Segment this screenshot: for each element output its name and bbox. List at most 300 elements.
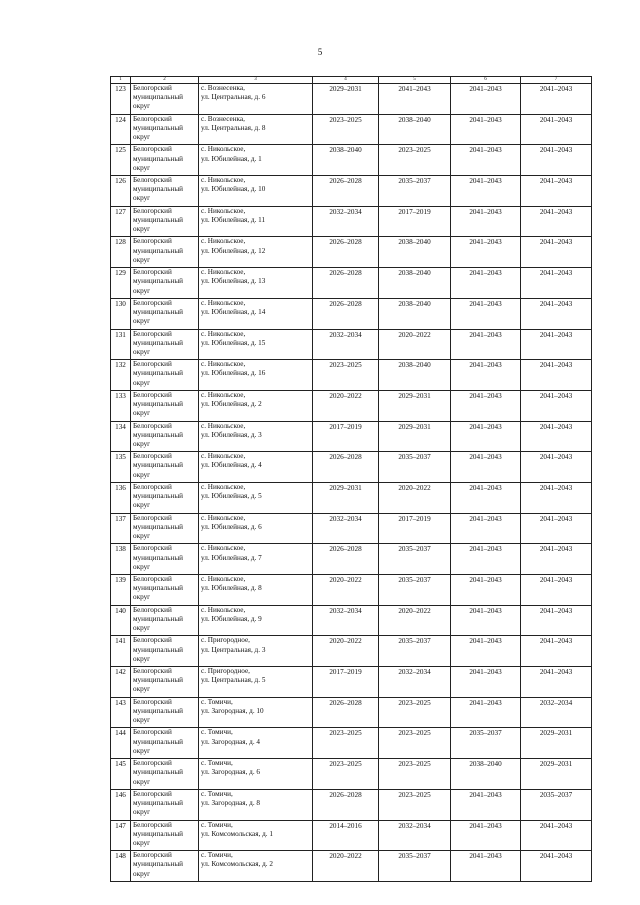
cell-text-line: округ bbox=[133, 347, 151, 356]
cell-text-line: ул. Юбилейная, д. 10 bbox=[201, 185, 266, 194]
municipal-district-cell bbox=[131, 206, 199, 237]
period-col-6-cell: 2041–2043 bbox=[451, 329, 521, 360]
period-col-5-cell: 2035–2037 bbox=[379, 544, 451, 575]
period-col-4-cell: 2032–2034 bbox=[313, 206, 379, 237]
repair-schedule-table bbox=[110, 76, 592, 882]
cell-text-line: округ bbox=[133, 470, 151, 479]
cell-text-line: муниципальный bbox=[133, 369, 184, 378]
period-col-5-cell: 2020–2022 bbox=[379, 605, 451, 636]
period-col-6-cell: 2041–2043 bbox=[451, 360, 521, 391]
table-row bbox=[111, 851, 592, 882]
cell-text-line: с. Никольское, bbox=[201, 544, 246, 553]
period-col-6-cell: 2041–2043 bbox=[451, 206, 521, 237]
period-col-6-cell: 2041–2043 bbox=[451, 176, 521, 207]
address-cell bbox=[199, 789, 313, 820]
table-row bbox=[111, 667, 592, 698]
cell-text-line: ул. Юбилейная, д. 9 bbox=[201, 614, 262, 623]
period-col-4-cell: 2020–2022 bbox=[313, 575, 379, 606]
period-col-6-cell: 2041–2043 bbox=[451, 268, 521, 299]
cell-text-line: с. Пригородное, bbox=[201, 667, 250, 676]
municipal-district-cell bbox=[131, 820, 199, 851]
address-cell bbox=[199, 605, 313, 636]
period-col-4-cell: 2023–2025 bbox=[313, 759, 379, 790]
cell-text-line: муниципальный bbox=[133, 215, 184, 224]
cell-text-line: муниципальный bbox=[133, 123, 184, 132]
period-col-7-cell: 2041–2043 bbox=[521, 421, 592, 452]
cell-text-line: муниципальный bbox=[133, 645, 184, 654]
cell-text-line: Белогорский bbox=[133, 84, 172, 92]
period-col-6-cell: 2041–2043 bbox=[451, 390, 521, 421]
table-row bbox=[111, 421, 592, 452]
cell-text-line: муниципальный bbox=[133, 584, 184, 593]
period-col-6-cell: 2041–2043 bbox=[451, 513, 521, 544]
municipal-district-cell bbox=[131, 636, 199, 667]
cell-text-line: округ bbox=[133, 225, 151, 234]
period-col-4-cell: 2020–2022 bbox=[313, 636, 379, 667]
period-col-4-cell: 2014–2016 bbox=[313, 820, 379, 851]
period-col-6-cell: 2041–2043 bbox=[451, 820, 521, 851]
row-number-cell: 129 bbox=[111, 268, 131, 299]
municipal-district-cell bbox=[131, 728, 199, 759]
municipal-district-cell bbox=[131, 513, 199, 544]
period-col-5-cell: 2035–2037 bbox=[379, 636, 451, 667]
cell-text-line: Белогорский bbox=[133, 544, 172, 553]
cell-text-line: с. Томичи, bbox=[201, 759, 233, 768]
period-col-7-cell: 2029–2031 bbox=[521, 728, 592, 759]
cell-text-line: муниципальный bbox=[133, 308, 184, 317]
cell-text-line: округ bbox=[133, 102, 151, 111]
table-row bbox=[111, 728, 592, 759]
cell-text-line: с. Никольское, bbox=[201, 268, 246, 277]
period-col-4-cell: 2026–2028 bbox=[313, 789, 379, 820]
period-col-7-cell: 2041–2043 bbox=[521, 360, 592, 391]
cell-text-line: округ bbox=[133, 685, 151, 694]
table-row bbox=[111, 145, 592, 176]
address-cell bbox=[199, 145, 313, 176]
period-col-4-cell: 2023–2025 bbox=[313, 728, 379, 759]
table-row bbox=[111, 360, 592, 391]
cell-text-line: с. Никольское, bbox=[201, 237, 246, 246]
cell-text-line: округ bbox=[133, 562, 151, 571]
cell-text-line: ул. Юбилейная, д. 13 bbox=[201, 277, 266, 286]
table-row bbox=[111, 789, 592, 820]
municipal-district-cell bbox=[131, 114, 199, 145]
row-number-cell: 136 bbox=[111, 482, 131, 513]
cell-text-line: с. Никольское, bbox=[201, 452, 246, 461]
row-number-cell: 139 bbox=[111, 575, 131, 606]
period-col-5-cell: 2038–2040 bbox=[379, 360, 451, 391]
cell-text-line: с. Никольское, bbox=[201, 206, 246, 215]
period-col-7-cell: 2041–2043 bbox=[521, 329, 592, 360]
period-col-4-cell: 2029–2031 bbox=[313, 84, 379, 115]
cell-text-line: Белогорский bbox=[133, 176, 172, 185]
cell-text-line: муниципальный bbox=[133, 676, 184, 685]
period-col-6-cell: 2041–2043 bbox=[451, 237, 521, 268]
cell-text-line: округ bbox=[133, 255, 151, 264]
table-row bbox=[111, 575, 592, 606]
period-col-7-cell: 2041–2043 bbox=[521, 636, 592, 667]
cell-text-line: округ bbox=[133, 194, 151, 203]
municipal-district-cell bbox=[131, 697, 199, 728]
table-row bbox=[111, 329, 592, 360]
row-number-cell: 141 bbox=[111, 636, 131, 667]
column-header: 3 bbox=[199, 77, 313, 84]
address-cell bbox=[199, 206, 313, 237]
period-col-6-cell: 2041–2043 bbox=[451, 84, 521, 115]
period-col-5-cell: 2041–2043 bbox=[379, 84, 451, 115]
municipal-district-cell bbox=[131, 237, 199, 268]
period-col-7-cell: 2041–2043 bbox=[521, 575, 592, 606]
row-number-cell: 140 bbox=[111, 605, 131, 636]
period-col-6-cell: 2041–2043 bbox=[451, 452, 521, 483]
cell-text-line: с. Томичи, bbox=[201, 851, 233, 860]
row-number-cell: 125 bbox=[111, 145, 131, 176]
row-number-cell: 145 bbox=[111, 759, 131, 790]
municipal-district-cell bbox=[131, 390, 199, 421]
period-col-5-cell: 2017–2019 bbox=[379, 206, 451, 237]
cell-text-line: с. Никольское, bbox=[201, 176, 246, 185]
period-col-4-cell: 2026–2028 bbox=[313, 268, 379, 299]
cell-text-line: Белогорский bbox=[133, 759, 172, 768]
cell-text-line: Белогорский bbox=[133, 360, 172, 369]
row-number-cell: 144 bbox=[111, 728, 131, 759]
cell-text-line: округ bbox=[133, 654, 151, 663]
period-col-6-cell: 2041–2043 bbox=[451, 298, 521, 329]
period-col-6-cell: 2041–2043 bbox=[451, 851, 521, 882]
cell-text-line: муниципальный bbox=[133, 553, 184, 562]
municipal-district-cell bbox=[131, 84, 199, 115]
cell-text-line: Белогорский bbox=[133, 268, 172, 277]
address-cell bbox=[199, 452, 313, 483]
column-header: 2 bbox=[131, 77, 199, 84]
cell-text-line: муниципальный bbox=[133, 737, 184, 746]
period-col-7-cell: 2041–2043 bbox=[521, 820, 592, 851]
period-col-4-cell: 2023–2025 bbox=[313, 114, 379, 145]
period-col-6-cell: 2041–2043 bbox=[451, 421, 521, 452]
municipal-district-cell bbox=[131, 452, 199, 483]
cell-text-line: ул. Комсомольская, д. 1 bbox=[201, 829, 273, 838]
column-number-row bbox=[111, 77, 592, 84]
period-col-4-cell: 2026–2028 bbox=[313, 697, 379, 728]
municipal-district-cell bbox=[131, 329, 199, 360]
period-col-6-cell: 2041–2043 bbox=[451, 605, 521, 636]
address-cell bbox=[199, 237, 313, 268]
cell-text-line: муниципальный bbox=[133, 154, 184, 163]
table-row bbox=[111, 268, 592, 299]
period-col-4-cell: 2020–2022 bbox=[313, 390, 379, 421]
period-col-5-cell: 2029–2031 bbox=[379, 390, 451, 421]
row-number-cell: 147 bbox=[111, 820, 131, 851]
cell-text-line: муниципальный bbox=[133, 860, 184, 869]
cell-text-line: муниципальный bbox=[133, 400, 184, 409]
municipal-district-cell bbox=[131, 605, 199, 636]
cell-text-line: ул. Центральная, д. 8 bbox=[201, 123, 266, 132]
row-number-cell: 126 bbox=[111, 176, 131, 207]
row-number-cell: 142 bbox=[111, 667, 131, 698]
cell-text-line: ул. Центральная, д. 5 bbox=[201, 676, 266, 685]
period-col-7-cell: 2041–2043 bbox=[521, 851, 592, 882]
cell-text-line: округ bbox=[133, 624, 151, 633]
municipal-district-cell bbox=[131, 268, 199, 299]
row-number-cell: 130 bbox=[111, 298, 131, 329]
period-col-4-cell: 2032–2034 bbox=[313, 605, 379, 636]
address-cell bbox=[199, 298, 313, 329]
cell-text-line: Белогорский bbox=[133, 820, 172, 829]
cell-text-line: ул. Загородная, д. 6 bbox=[201, 768, 261, 777]
cell-text-line: муниципальный bbox=[133, 768, 184, 777]
row-number-cell: 123 bbox=[111, 84, 131, 115]
table-row bbox=[111, 452, 592, 483]
period-col-7-cell: 2041–2043 bbox=[521, 667, 592, 698]
cell-text-line: Белогорский bbox=[133, 482, 172, 491]
cell-text-line: с. Никольское, bbox=[201, 575, 246, 583]
period-col-4-cell: 2032–2034 bbox=[313, 329, 379, 360]
cell-text-line: ул. Юбилейная, д. 11 bbox=[201, 215, 266, 224]
row-number-cell: 138 bbox=[111, 544, 131, 575]
period-col-5-cell: 2023–2025 bbox=[379, 759, 451, 790]
period-col-7-cell: 2035–2037 bbox=[521, 789, 592, 820]
address-cell bbox=[199, 697, 313, 728]
row-number-cell: 146 bbox=[111, 789, 131, 820]
cell-text-line: муниципальный bbox=[133, 492, 184, 501]
cell-text-line: с. Томичи, bbox=[201, 789, 233, 798]
page-number: 5 bbox=[317, 47, 323, 57]
address-cell bbox=[199, 513, 313, 544]
address-cell bbox=[199, 820, 313, 851]
municipal-district-cell bbox=[131, 759, 199, 790]
cell-text-line: округ bbox=[133, 439, 151, 448]
cell-text-line: с. Никольское, bbox=[201, 298, 246, 307]
period-col-4-cell: 2026–2028 bbox=[313, 298, 379, 329]
cell-text-line: муниципальный bbox=[133, 522, 184, 531]
cell-text-line: ул. Юбилейная, д. 6 bbox=[201, 522, 262, 531]
cell-text-line: округ bbox=[133, 808, 151, 817]
cell-text-line: с. Пригородное, bbox=[201, 636, 250, 645]
cell-text-line: округ bbox=[133, 869, 151, 878]
table-row bbox=[111, 820, 592, 851]
cell-text-line: ул. Юбилейная, д. 16 bbox=[201, 369, 266, 378]
cell-text-line: Белогорский bbox=[133, 237, 172, 246]
cell-text-line: муниципальный bbox=[133, 277, 184, 286]
period-col-7-cell: 2041–2043 bbox=[521, 390, 592, 421]
period-col-7-cell: 2041–2043 bbox=[521, 237, 592, 268]
cell-text-line: муниципальный bbox=[133, 706, 184, 715]
row-number-cell: 128 bbox=[111, 237, 131, 268]
address-cell bbox=[199, 329, 313, 360]
period-col-6-cell: 2041–2043 bbox=[451, 697, 521, 728]
municipal-district-cell bbox=[131, 482, 199, 513]
period-col-5-cell: 2035–2037 bbox=[379, 851, 451, 882]
cell-text-line: муниципальный bbox=[133, 430, 184, 439]
cell-text-line: с. Томичи, bbox=[201, 728, 233, 737]
period-col-5-cell: 2023–2025 bbox=[379, 728, 451, 759]
cell-text-line: Белогорский bbox=[133, 145, 172, 154]
row-number-cell: 137 bbox=[111, 513, 131, 544]
row-number-cell: 131 bbox=[111, 329, 131, 360]
period-col-6-cell: 2041–2043 bbox=[451, 575, 521, 606]
cell-text-line: округ bbox=[133, 716, 151, 725]
cell-text-line: с. Никольское, bbox=[201, 360, 246, 369]
period-col-5-cell: 2017–2019 bbox=[379, 513, 451, 544]
period-col-4-cell: 2023–2025 bbox=[313, 360, 379, 391]
table-row bbox=[111, 513, 592, 544]
period-col-7-cell: 2041–2043 bbox=[521, 145, 592, 176]
cell-text-line: ул. Юбилейная, д. 1 bbox=[201, 154, 262, 163]
period-col-6-cell: 2038–2040 bbox=[451, 759, 521, 790]
cell-text-line: муниципальный bbox=[133, 93, 184, 102]
period-col-5-cell: 2020–2022 bbox=[379, 329, 451, 360]
municipal-district-cell bbox=[131, 298, 199, 329]
address-cell bbox=[199, 421, 313, 452]
address-cell bbox=[199, 390, 313, 421]
municipal-district-cell bbox=[131, 667, 199, 698]
period-col-5-cell: 2023–2025 bbox=[379, 697, 451, 728]
cell-text-line: округ bbox=[133, 501, 151, 510]
cell-text-line: Белогорский bbox=[133, 298, 172, 307]
cell-text-line: муниципальный bbox=[133, 799, 184, 808]
column-header: 7 bbox=[521, 77, 592, 84]
cell-text-line: ул. Юбилейная, д. 12 bbox=[201, 246, 266, 255]
cell-text-line: Белогорский bbox=[133, 728, 172, 737]
cell-text-line: Белогорский bbox=[133, 421, 172, 430]
cell-text-line: с. Никольское, bbox=[201, 421, 246, 430]
table-row bbox=[111, 759, 592, 790]
cell-text-line: с. Вознесенка, bbox=[201, 84, 245, 92]
table-row bbox=[111, 114, 592, 145]
row-number-cell: 148 bbox=[111, 851, 131, 882]
period-col-7-cell: 2041–2043 bbox=[521, 84, 592, 115]
cell-text-line: округ bbox=[133, 746, 151, 755]
row-number-cell: 143 bbox=[111, 697, 131, 728]
column-header: 6 bbox=[451, 77, 521, 84]
period-col-7-cell: 2041–2043 bbox=[521, 206, 592, 237]
cell-text-line: муниципальный bbox=[133, 829, 184, 838]
table-row bbox=[111, 390, 592, 421]
period-col-6-cell: 2041–2043 bbox=[451, 544, 521, 575]
cell-text-line: Белогорский bbox=[133, 697, 172, 706]
period-col-4-cell: 2017–2019 bbox=[313, 667, 379, 698]
cell-text-line: муниципальный bbox=[133, 246, 184, 255]
cell-text-line: ул. Юбилейная, д. 2 bbox=[201, 400, 262, 409]
row-number-cell: 133 bbox=[111, 390, 131, 421]
address-cell bbox=[199, 114, 313, 145]
period-col-7-cell: 2041–2043 bbox=[521, 298, 592, 329]
table-row bbox=[111, 237, 592, 268]
cell-text-line: ул. Загородная, д. 10 bbox=[201, 706, 264, 715]
period-col-4-cell: 2038–2040 bbox=[313, 145, 379, 176]
period-col-5-cell: 2023–2025 bbox=[379, 789, 451, 820]
period-col-7-cell: 2041–2043 bbox=[521, 114, 592, 145]
address-cell bbox=[199, 268, 313, 299]
cell-text-line: с. Никольское, bbox=[201, 513, 246, 522]
period-col-5-cell: 2035–2037 bbox=[379, 176, 451, 207]
cell-text-line: округ bbox=[133, 409, 151, 418]
period-col-5-cell: 2029–2031 bbox=[379, 421, 451, 452]
cell-text-line: Белогорский bbox=[133, 575, 172, 583]
table-row bbox=[111, 605, 592, 636]
cell-text-line: округ bbox=[133, 163, 151, 172]
municipal-district-cell bbox=[131, 360, 199, 391]
cell-text-line: ул. Загородная, д. 8 bbox=[201, 799, 261, 808]
cell-text-line: Белогорский bbox=[133, 390, 172, 399]
cell-text-line: Белогорский bbox=[133, 206, 172, 215]
cell-text-line: округ bbox=[133, 133, 151, 142]
cell-text-line: муниципальный bbox=[133, 338, 184, 347]
table-row bbox=[111, 206, 592, 237]
cell-text-line: Белогорский bbox=[133, 605, 172, 614]
period-col-6-cell: 2035–2037 bbox=[451, 728, 521, 759]
cell-text-line: Белогорский bbox=[133, 789, 172, 798]
table-row bbox=[111, 636, 592, 667]
cell-text-line: ул. Юбилейная, д. 7 bbox=[201, 553, 262, 562]
period-col-5-cell: 2023–2025 bbox=[379, 145, 451, 176]
period-col-4-cell: 2026–2028 bbox=[313, 237, 379, 268]
cell-text-line: Белогорский bbox=[133, 329, 172, 338]
address-cell bbox=[199, 544, 313, 575]
cell-text-line: муниципальный bbox=[133, 614, 184, 623]
cell-text-line: Белогорский bbox=[133, 851, 172, 860]
cell-text-line: округ bbox=[133, 286, 151, 295]
municipal-district-cell bbox=[131, 421, 199, 452]
period-col-4-cell: 2032–2034 bbox=[313, 513, 379, 544]
cell-text-line: с. Никольское, bbox=[201, 390, 246, 399]
period-col-6-cell: 2041–2043 bbox=[451, 482, 521, 513]
row-number-cell: 132 bbox=[111, 360, 131, 391]
cell-text-line: ул. Юбилейная, д. 5 bbox=[201, 492, 262, 501]
cell-text-line: ул. Юбилейная, д. 15 bbox=[201, 338, 266, 347]
period-col-5-cell: 2038–2040 bbox=[379, 114, 451, 145]
period-col-4-cell: 2026–2028 bbox=[313, 452, 379, 483]
period-col-6-cell: 2041–2043 bbox=[451, 114, 521, 145]
address-cell bbox=[199, 636, 313, 667]
period-col-5-cell: 2035–2037 bbox=[379, 575, 451, 606]
cell-text-line: с. Никольское, bbox=[201, 605, 246, 614]
cell-text-line: Белогорский bbox=[133, 114, 172, 123]
cell-text-line: с. Томичи, bbox=[201, 820, 233, 829]
municipal-district-cell bbox=[131, 851, 199, 882]
cell-text-line: ул. Юбилейная, д. 3 bbox=[201, 430, 262, 439]
cell-text-line: с. Вознесенка, bbox=[201, 114, 245, 123]
cell-text-line: округ bbox=[133, 593, 151, 602]
municipal-district-cell bbox=[131, 575, 199, 606]
period-col-4-cell: 2026–2028 bbox=[313, 176, 379, 207]
cell-text-line: ул. Юбилейная, д. 8 bbox=[201, 584, 262, 593]
address-cell bbox=[199, 851, 313, 882]
column-header: 1 bbox=[111, 77, 131, 84]
period-col-7-cell: 2032–2034 bbox=[521, 697, 592, 728]
address-cell bbox=[199, 482, 313, 513]
period-col-5-cell: 2020–2022 bbox=[379, 482, 451, 513]
cell-text-line: Белогорский bbox=[133, 636, 172, 645]
cell-text-line: ул. Загородная, д. 4 bbox=[201, 737, 261, 746]
cell-text-line: ул. Юбилейная, д. 4 bbox=[201, 461, 262, 470]
municipal-district-cell bbox=[131, 176, 199, 207]
address-cell bbox=[199, 360, 313, 391]
cell-text-line: Белогорский bbox=[133, 452, 172, 461]
municipal-district-cell bbox=[131, 789, 199, 820]
cell-text-line: округ bbox=[133, 317, 151, 326]
cell-text-line: с. Никольское, bbox=[201, 329, 246, 338]
address-cell bbox=[199, 667, 313, 698]
cell-text-line: с. Томичи, bbox=[201, 697, 233, 706]
period-col-6-cell: 2041–2043 bbox=[451, 145, 521, 176]
period-col-4-cell: 2020–2022 bbox=[313, 851, 379, 882]
row-number-cell: 134 bbox=[111, 421, 131, 452]
cell-text-line: с. Никольское, bbox=[201, 482, 246, 491]
table-row bbox=[111, 298, 592, 329]
period-col-4-cell: 2029–2031 bbox=[313, 482, 379, 513]
cell-text-line: ул. Центральная, д. 6 bbox=[201, 93, 266, 102]
